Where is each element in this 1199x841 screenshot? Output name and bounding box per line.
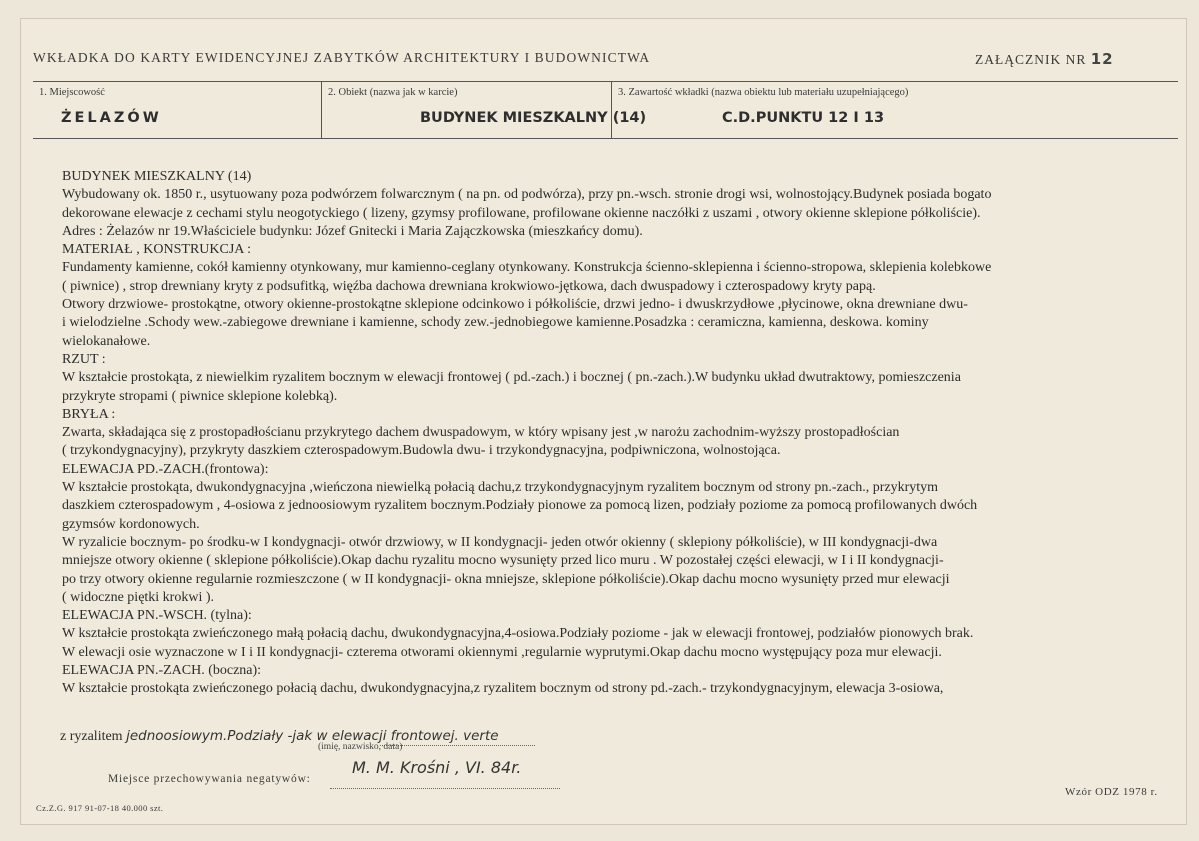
body-line: Wybudowany ok. 1850 r., usytuowany poza podwórzem folwarcznym ( na pn. od podwórza), przy pn.-wsch. stronie drogi wsi, wolnostojący.Budynek posiada bogato [62,187,992,203]
storage-dotted-line [330,788,560,789]
body-line: Otwory drzwiowe- prostokątne, otwory okienne-prostokątne sklepione odcinkowo i półkoliście, drzwi jedno- i dwuskrzydłowe ,płycinowe, okna drewniane dwu- [62,297,968,313]
body-line: po trzy otwory okienne regularnie rozmieszczone ( w II kondygnacji- okna mniejsze, sklepione półkoliście).Okap dachu mocno wysunięty przed mur elewacji [62,571,950,587]
body-line: W kształcie prostokąta, z niewielkim ryzalitem bocznym w elewacji frontowej ( pd.-zach.) i bocznej ( pn.-zach.).W budynku układ dwutraktowy, pomieszczenia [62,370,961,386]
body-line: ELEWACJA PN.-ZACH. (boczna): [62,663,262,679]
body-line: W elewacji osie wyznaczone w I i II kondygnacji- czterema otworami okiennymi ,regularnie wyprutymi.Okap dachu mocno występujący poza mur elewacji. [62,644,942,660]
body-line: RZUT : [62,351,106,367]
storage-label: Miejsce przechowywania negatywów: [108,773,311,785]
body-line: Adres : Żelazów nr 19.Właściciele budynku: Józef Gnitecki i Maria Zajączkowska (mieszkańcy domu). [62,223,643,239]
continuation-typed: z ryzalitem [60,729,123,744]
body-line: ( trzykondygnacyjny), przykryty daszkiem czterospadowym.Budowla dwu- i trzykondygnacyjna, podpiwniczona, wolnostojąca. [62,443,781,459]
body-line: Fundamenty kamienne, cokół kamienny otynkowany, mur kamienno-ceglany otynkowany. Konstrukcja ścienno-sklepienna i ścienno-stropowa, sklepienia kolebkowe [62,260,992,276]
form-model: Wzór ODZ 1978 r. [1065,786,1158,798]
field-object [321,82,647,138]
continuation-line [60,728,499,745]
signature-caption: (imię, nazwisko, data) [318,742,403,752]
body-line: daszkiem czterospadowym , 4-osiowa z jednoosiowym ryzalitem bocznym.Podziały pionowe za pomocą lizen, podziały poziome za pomocą profilowanych dwóch [62,498,978,514]
body-line: ( widoczne piętki krokwi ). [62,589,215,605]
content-label: 3. Zawartość wkładki (nazwa obiektu lub materiału uzupełniającego) [618,87,909,98]
place-label: 1. Miejscowość [39,87,105,98]
body-line: BRYŁA : [62,406,116,422]
body-line: ELEWACJA PD.-ZACH.(frontowa): [62,461,269,477]
content-value: C.D.PUNKTU 12 I 13 [722,110,885,126]
annex-label-text: ZAŁĄCZNIK NR [975,52,1087,67]
object-label: 2. Obiekt (nazwa jak w karcie) [328,87,458,98]
body-line: ELEWACJA PN.-WSCH. (tylna): [62,608,252,624]
body-line: dekorowane elewacje z cechami stylu neogotyckiego ( lizeny, gzymsy profilowane, profilowane okienne naczółki z uszami , otwory okienne sklepione półkoliście). [62,205,981,221]
body-line: Zwarta, składająca się z prostopadłościanu przykrytego dachem dwuspadowym, w który wpisany jest ,w narożu zachodnim-wyższy prostopadłościan [62,425,900,441]
body-line: wielokanałowe. [62,333,151,349]
object-value: BUDYNEK MIESZKALNY (14) [420,110,647,126]
form-title: WKŁADKA DO KARTY EWIDENCYJNEJ ZABYTKÓW ARCHITEKTURY I BUDOWNICTWA [33,50,651,65]
body-line: przykryte stropami ( piwnice sklepione kolebką). [62,388,338,404]
field-place [33,82,321,138]
body-line: i wielodzielne .Schody wew.-zabiegowe drewniane i kamienne, schody zew.-jednobiegowe kamienne.Posadzka : ceramiczna, kamienna, deskowa. kominy [62,315,929,331]
body-line: W kształcie prostokąta, dwukondygnacyjna ,wieńczona niewielką połacią dachu,z trzykondygnacyjnym ryzalitem bocznym od strony pn.-zach., przykrytym [62,480,939,496]
annex-label [975,50,1114,68]
body-line: BUDYNEK MIESZKALNY (14) [62,169,252,184]
body-line: MATERIAŁ , KONSTRUKCJA : [62,242,252,258]
storage-handwritten: M. M. Krośni , VI. 84r. [352,758,522,777]
place-value: ŻELAZÓW [61,110,162,126]
body-line: W ryzalicie bocznym- po środku-w I kondygnacji- otwór drzwiowy, w II kondygnacji- jeden otwór okienny ( sklepiony półkoliście), w III kondygnacji-dwa [62,534,938,550]
body-line: ( piwnice) , strop drewniany kryty z podsufitką, więźba dachowa drewniana krokwiowo-jętkowa, dach dwuspadowy i czterospadowy kryty papą. [62,278,876,294]
description-body [62,168,1152,699]
body-line: W kształcie prostokąta zwieńczonego połacią dachu, dwukondygnacyjna,z ryzalitem bocznym od strony pd.-zach.- trzykondygnacyjnym, elewacja 3-osiowa, [62,681,944,697]
body-line: mniejsze otwory okienne ( sklepione półkoliście).Okap dachu ryzalitu mocno wysunięty przed lico muru . W pozostałej części elewacji, w I i II kondygnacji- [62,553,944,569]
body-line: W kształcie prostokąta zwieńczonego małą połacią dachu, dwukondygnacyjna,4-osiowa.Podziały poziome - jak w elewacji frontowej, podziałów pionowych brak. [62,626,974,642]
header-fields-box [33,81,1178,139]
print-code: Cz.Z.G. 917 91-07-18 40.000 szt. [36,803,164,813]
signature-dotted-line [380,745,535,746]
annex-number: 12 [1090,50,1114,68]
continuation-handwritten: jednoosiowym.Podziały -jak w elewacji frontowej. verte [126,728,499,744]
field-content [611,82,1179,138]
body-line: gzymsów kordonowych. [62,516,200,532]
